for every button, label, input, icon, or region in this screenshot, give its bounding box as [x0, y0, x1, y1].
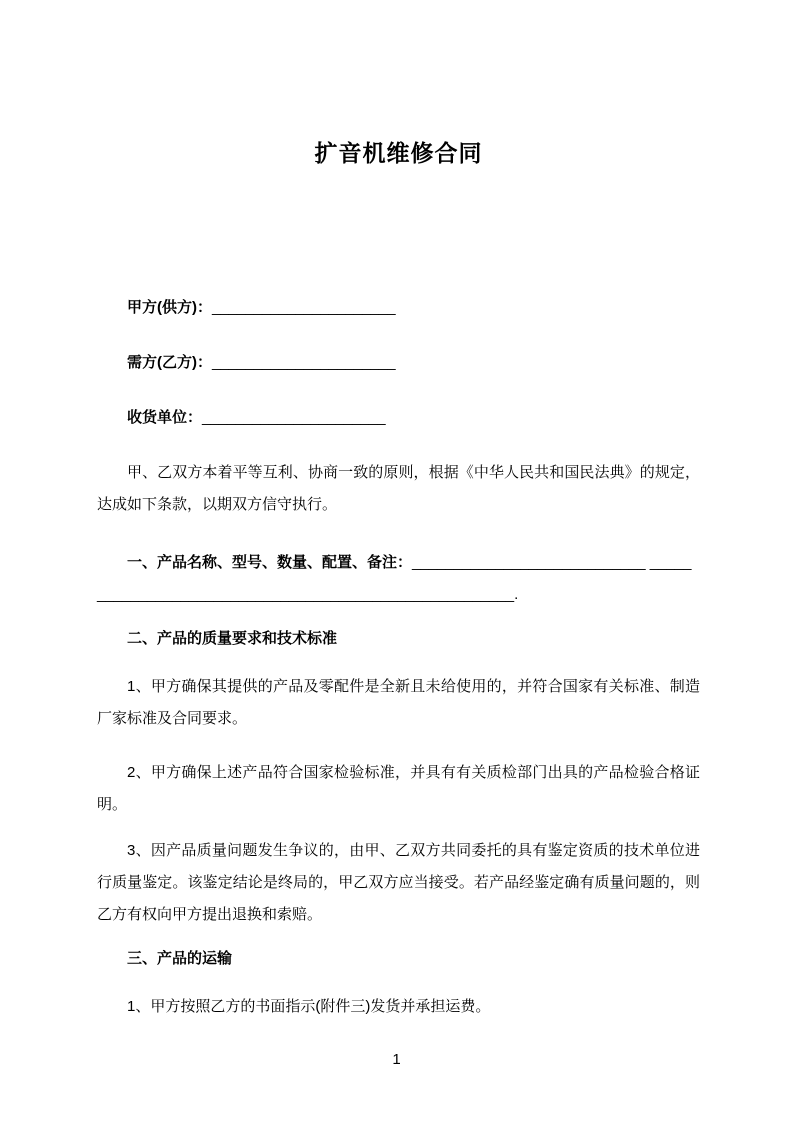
clause-one-blank-2: __________________________________________________.	[97, 586, 519, 603]
party-row-supplier	[97, 292, 700, 324]
party-blank-supplier: ______________________	[212, 299, 396, 316]
clause-one	[97, 547, 700, 611]
party-row-receiver	[97, 402, 700, 434]
intro-paragraph: 甲、乙双方本着平等互利、协商一致的原则，根据《中华人民共和国民法典》的规定，达成如下条款，以期双方信守执行。	[97, 464, 700, 513]
party-label-receiver: 收货单位：	[127, 409, 203, 426]
party-label-buyer: 需方(乙方)：	[127, 354, 212, 371]
clause-one-label: 一、产品名称、型号、数量、配置、备注：	[127, 554, 413, 571]
page-number: 1	[392, 1051, 401, 1068]
transport-item-1: 1、甲方按照乙方的书面指示(附件三)发货并承担运费。	[127, 998, 491, 1015]
party-label-supplier: 甲方(供方)：	[127, 299, 212, 316]
party-fields	[97, 292, 700, 434]
party-blank-buyer: ______________________	[212, 354, 396, 371]
quality-item-1: 1、甲方确保其提供的产品及零配件是全新且未给使用的，并符合国家有关标准、制造厂家标准及合同要求。	[97, 678, 700, 727]
party-blank-receiver: ______________________	[202, 409, 386, 426]
document-title: 扩音机维修合同	[314, 140, 483, 166]
section-two-heading: 二、产品的质量要求和技术标准	[127, 630, 338, 647]
quality-item-3: 3、因产品质量问题发生争议的，由甲、乙双方共同委托的具有鉴定资质的技术单位进行质量鉴定。该鉴定结论是终局的，甲乙双方应当接受。若产品经鉴定确有质量问题的，则乙方有权向甲方提出退换和索赔。	[97, 842, 700, 923]
section-three-heading: 三、产品的运输	[127, 950, 233, 967]
quality-item-2: 2、甲方确保上述产品符合国家检验标准，并具有有关质检部门出具的产品检验合格证明。	[97, 764, 700, 813]
party-row-buyer	[97, 347, 700, 379]
clause-one-blank-1: ____________________________ _____	[412, 554, 692, 571]
